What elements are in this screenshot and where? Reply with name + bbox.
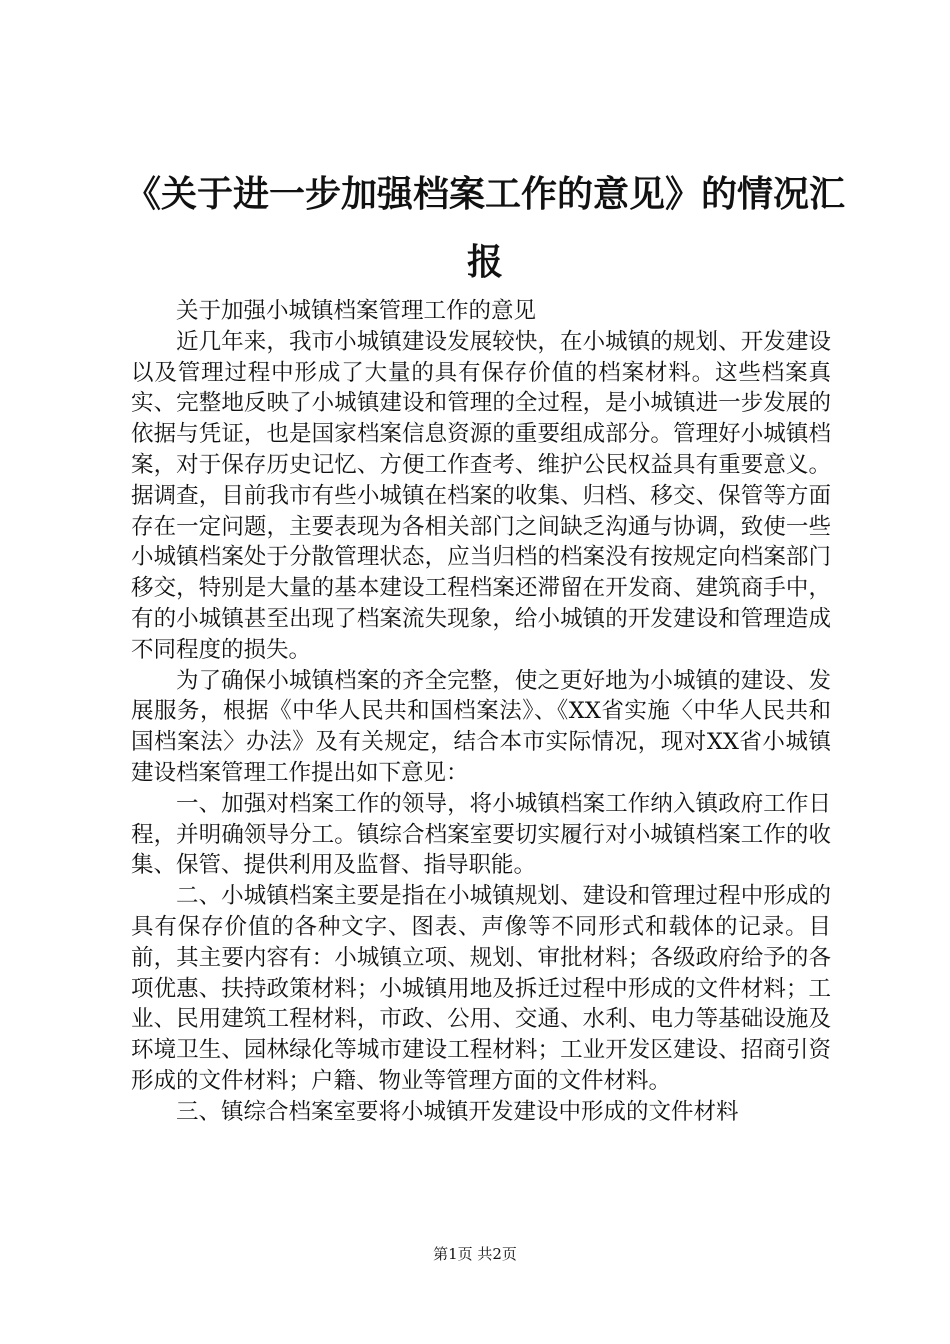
body-paragraph: 一、加强对档案工作的领导，将小城镇档案工作纳入镇政府工作日程，并明确领导分工。镇综合档案室要切实履行对小城镇档案工作的收集、保管、提供利用及监督、指导职能。 (131, 790, 831, 879)
body-paragraph: 二、小城镇档案主要是指在小城镇规划、建设和管理过程中形成的具有保存价值的各种文字、图表、声像等不同形式和载体的记录。目前，其主要内容有：小城镇立项、规划、审批材料；各级政府给予的各项优惠、扶持政策材料；小城镇用地及拆迁过程中形成的文件材料；工业、民用建筑工程材料，市政、公用、交通、水利、电力等基础设施及环境卫生、园林绿化等城市建设工程材料；工业开发区建设、招商引资形成的文件材料；户籍、物业等管理方面的文件材料。 (131, 883, 831, 1094)
body-paragraph: 为了确保小城镇档案的齐全完整，使之更好地为小城镇的建设、发展服务，根据《中华人民共和国档案法》、《XX省实施〈中华人民共和国档案法〉办法》及有关规定，结合本市实际情况，现对XX省小城镇建设档案管理工作提出如下意见： (131, 667, 831, 786)
document-title: 《关于进一步加强档案工作的意见》的情况汇报 (124, 173, 845, 283)
body-paragraph: 近几年来，我市小城镇建设发展较快，在小城镇的规划、开发建设以及管理过程中形成了大量的具有保存价值的档案材料。这些档案真实、完整地反映了小城镇建设和管理的全过程，是小城镇进一步发展的依据与凭证，也是国家档案信息资源的重要组成部分。管理好小城镇档案，对于保存历史记忆、方便工作查考、维护公民权益具有重要意义。据调查，目前我市有些小城镇在档案的收集、归档、移交、保管等方面存在一定问题，主要表现为各相关部门之间缺乏沟通与协调，致使一些小城镇档案处于分散管理状态，应当归档的档案没有按规定向档案部门移交，特别是大量的基本建设工程档案还滞留在开发商、建筑商手中，有的小城镇甚至出现了档案流失现象，给小城镇的开发建设和管理造成不同程度的损失。 (131, 328, 831, 663)
page-number: 第1页 共2页 (433, 1245, 517, 1263)
subtitle-paragraph: 关于加强小城镇档案管理工作的意见 (176, 298, 537, 324)
body-paragraph: 三、镇综合档案室要将小城镇开发建设中形成的文件材料 (176, 1098, 739, 1125)
page-footer (0, 1244, 950, 1264)
document-body (131, 296, 831, 1128)
